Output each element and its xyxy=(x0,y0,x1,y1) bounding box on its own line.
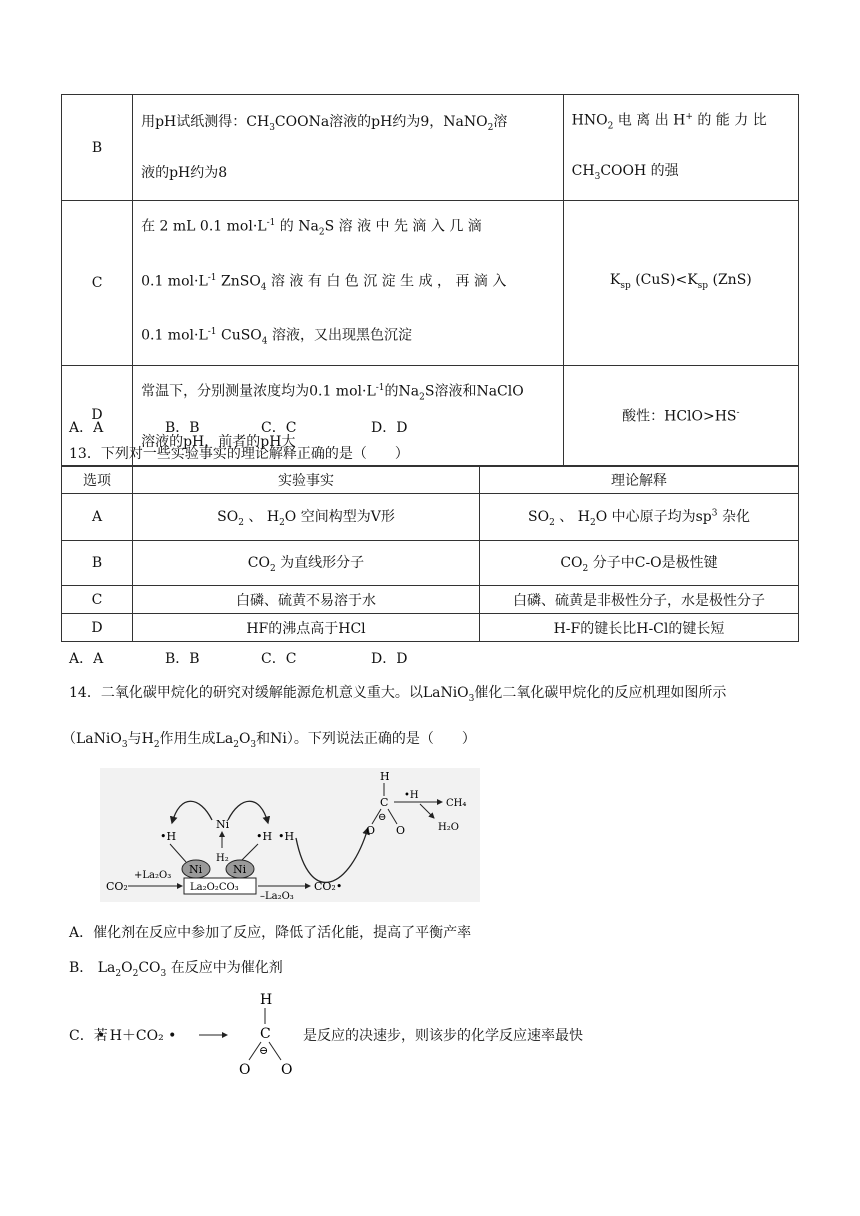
mechanism-figure xyxy=(100,768,480,902)
option-d[interactable]: D．D xyxy=(371,420,408,436)
row-conclusion: $K_{sp}$ $(CuS)<K_{sp}$ (ZnS) xyxy=(563,201,798,365)
option-d[interactable]: D．D xyxy=(371,651,408,667)
row-theory: $SO_2$ 、 $H_2O$ 中心原子均为$sp^3$ 杂化 xyxy=(480,494,799,541)
choice-c-figure xyxy=(199,990,309,1080)
row-label: B xyxy=(62,95,133,201)
row-conclusion: 酸性：HClO>HS- xyxy=(563,365,798,465)
options-q13 xyxy=(69,648,407,668)
label-o1: O xyxy=(366,824,376,837)
table-row xyxy=(62,614,799,642)
row-label: C xyxy=(62,586,133,614)
label-co2-radical: CO₂• xyxy=(314,880,343,893)
label-minus-la2o3: –La₂O₃ xyxy=(260,891,294,902)
row-fact: 白磷、硫黄不易溶于水 xyxy=(133,586,480,614)
struct-minus: ⊖ xyxy=(259,1044,269,1057)
label-co2-in: CO₂ xyxy=(106,880,128,893)
row-theory: 白磷、硫黄是非极性分子，水是极性分子 xyxy=(480,586,799,614)
choice-c-suffix: 是反应的决速步，则该步的化学反应速率最快 xyxy=(303,1028,583,1044)
choice-c-equation: • H＋CO₂ • xyxy=(97,1028,177,1044)
option-b[interactable]: B．B xyxy=(165,651,200,667)
option-a[interactable]: A．A xyxy=(69,651,104,667)
row-theory: $CO_2$ 分子中C-O是极性键 xyxy=(480,541,799,586)
row-theory: H-F的键长比H-Cl的键长短 xyxy=(480,614,799,642)
question-14-stem-line2: （LaNiO$_3$与$H_2$作用生成$La_2O_3$和Ni）。下列说法正确的是（ ） xyxy=(62,731,476,750)
table-row xyxy=(62,201,799,365)
choice-c-prefix: C．若 xyxy=(69,1028,108,1044)
row-conclusion: $HNO_2$ 电 离 出 H+ 的 能 力 比 $CH_3COOH$ 的强 xyxy=(563,95,798,201)
label-box: La₂O₂CO₃ xyxy=(190,882,239,893)
theory-table-13 xyxy=(61,466,799,642)
label-plus-h: •H xyxy=(404,790,419,801)
row-label: B xyxy=(62,541,133,586)
col-header: 理论解释 xyxy=(480,467,799,494)
label-o2: O xyxy=(396,824,406,837)
row-label: D xyxy=(62,614,133,642)
col-header: 选项 xyxy=(62,467,133,494)
row-label: C xyxy=(62,201,133,365)
label-minus: ⊖ xyxy=(378,812,387,823)
choice-a[interactable]: A．催化剂在反应中参加了反应，降低了活化能，提高了平衡产率 xyxy=(69,925,472,941)
struct-bond-co2 xyxy=(269,1042,281,1060)
label-h-left: •H xyxy=(160,830,177,843)
label-h-top: H xyxy=(380,770,390,783)
struct-o2: O xyxy=(281,1062,293,1078)
question-13-stem: 13．下列对一些实验事实的理论解释正确的是（ ） xyxy=(69,446,409,462)
label-plus-la2o3: +La₂O₃ xyxy=(134,870,172,881)
struct-o1: O xyxy=(239,1062,251,1078)
label-ni1: Ni xyxy=(189,863,203,876)
label-c: C xyxy=(380,796,389,809)
label-ni-top: Ni xyxy=(216,818,230,831)
label-h2: H₂ xyxy=(216,853,229,864)
option-c[interactable]: C．C xyxy=(261,420,297,436)
label-ch4: CH₄ xyxy=(446,798,467,809)
label-h-free: •H xyxy=(278,830,295,843)
label-h2o: H₂O xyxy=(438,822,459,833)
row-fact: $CO_2$ 为直线形分子 xyxy=(133,541,480,586)
row-label: A xyxy=(62,494,133,541)
options-q12 xyxy=(69,417,407,437)
option-c[interactable]: C．C xyxy=(261,651,297,667)
row-fact: 在 2 mL 0.1 $mol\cdot L^{-1}$ 的 $Na_2S$ 溶 液 中 先 滴 入 几 滴 0.1 $mol\cdot L^{-1}$ ZnSO$_4$ 溶 液 有 白 色 沉 淀 生 成 ， 再 滴 入 0.1 $mol\cdot L^{-1}$ CuSO$_4$ 溶液，又出现黑色沉淀 xyxy=(133,201,564,365)
col-header: 实验事实 xyxy=(133,467,480,494)
struct-c: C xyxy=(260,1026,271,1042)
table-row xyxy=(62,95,799,201)
question-14-stem-line1: 14．二氧化碳甲烷化的研究对缓解能源危机意义重大。以LaNiO$_3$催化二氧化碳甲烷化的反应机理如图所示 xyxy=(69,685,727,704)
row-label: D xyxy=(62,365,133,465)
row-fact: HF的沸点高于HCl xyxy=(133,614,480,642)
table-row xyxy=(62,586,799,614)
table-header-row xyxy=(62,467,799,494)
struct-h: H xyxy=(260,992,273,1008)
option-a[interactable]: A．A xyxy=(69,420,104,436)
choice-b[interactable]: B． $La_2O_2CO_3$ 在反应中为催化剂 xyxy=(69,960,283,979)
label-h-right: •H xyxy=(256,830,273,843)
row-fact: $SO_2$ 、 $H_2O$ 空间构型为V形 xyxy=(133,494,480,541)
row-fact: 常温下，分别测量浓度均为0.1 $mol\cdot L^{-1}$的$Na_2S$溶液和NaClO 溶液的pH，前者的pH大 xyxy=(133,365,564,465)
option-b[interactable]: B．B xyxy=(165,420,200,436)
table-row xyxy=(62,494,799,541)
row-fact: 用pH试纸测得：$CH_3COONa$溶液的pH约为9，NaNO$_2$溶 液的pH约为8 xyxy=(133,95,564,201)
label-ni2: Ni xyxy=(233,863,247,876)
choice-c[interactable] xyxy=(69,990,769,1080)
experiment-table-12 xyxy=(61,94,799,466)
table-row xyxy=(62,541,799,586)
